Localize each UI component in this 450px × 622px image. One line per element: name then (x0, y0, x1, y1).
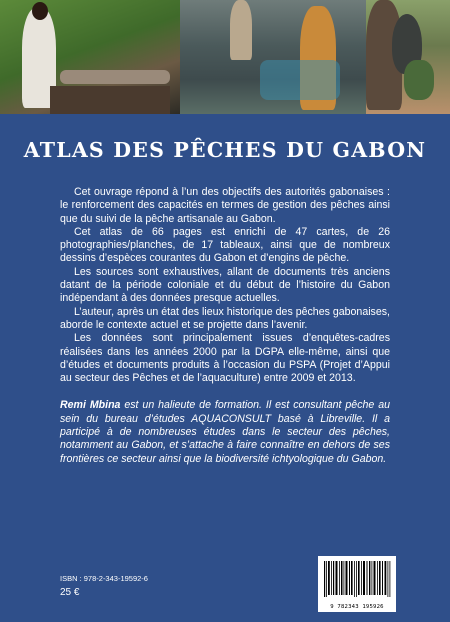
barcode (318, 556, 396, 612)
cover-photo-strip (0, 0, 450, 114)
summary-paragraph: L’auteur, après un état des lieux historique des pêches gabonaises, aborde le contexte actuel et se projette dans l’avenir. (60, 305, 390, 331)
book-title: ATLAS DES PÊCHES DU GABON (23, 138, 427, 162)
summary-paragraph: Les sources sont exhaustives, allant de documents très anciens datant de la période coloniale et du début de l’histoire du Gabon indépendant à des données presque actuelles. (60, 265, 390, 305)
back-cover-text (60, 186, 390, 466)
barcode-icon (318, 556, 396, 602)
photo-women-fishing-with-nets (180, 0, 366, 114)
price-label: 25 € (60, 587, 80, 598)
author-bio-text: est un halieute de formation. Il est consultant pêche au sein du bureau d’études AQUACONSULT basé à Libreville. Il a participé à de nombreuses études dans le secteur des pêches, notamment au Gabon, et s’attache à faire connaître en dehors de ses frontières ce secteur ainsi que la biodiversité ichtyologique du Gabon. (60, 399, 390, 465)
summary-paragraph: Cet atlas de 66 pages est enrichi de 47 cartes, de 26 photographies/planches, de 17 tableaux, ainsi que de nombreux dessins d’espèces courantes du Gabon et d’engins de pêche. (60, 225, 390, 265)
summary-paragraph: Cet ouvrage répond à l’un des objectifs des autorités gabonaises : le renforcement des capacités en termes de gestion des pêches ainsi que du suivi de la pêche artisanale au Gabon. (60, 186, 390, 225)
photo-fisherman-cleaning-fish (0, 0, 180, 114)
author-name: Remi Mbina (60, 399, 121, 412)
isbn-label: ISBN : 978-2-343-19592-6 (60, 574, 148, 583)
barcode-digits: 9 782343 195926 (330, 604, 384, 610)
summary-paragraph: Les données sont principalement issues d’enquêtes-cadres réalisées dans les années 2000 par la DGPA elle-même, ainsi que d’études et documents produits à l’occasion du PSPA (Projet d’Appui au secteur des Pêches et de l’aquaculture) entre 2009 et 2013. (60, 332, 390, 385)
photo-man-holding-fish (366, 0, 450, 114)
author-bio (60, 399, 390, 465)
